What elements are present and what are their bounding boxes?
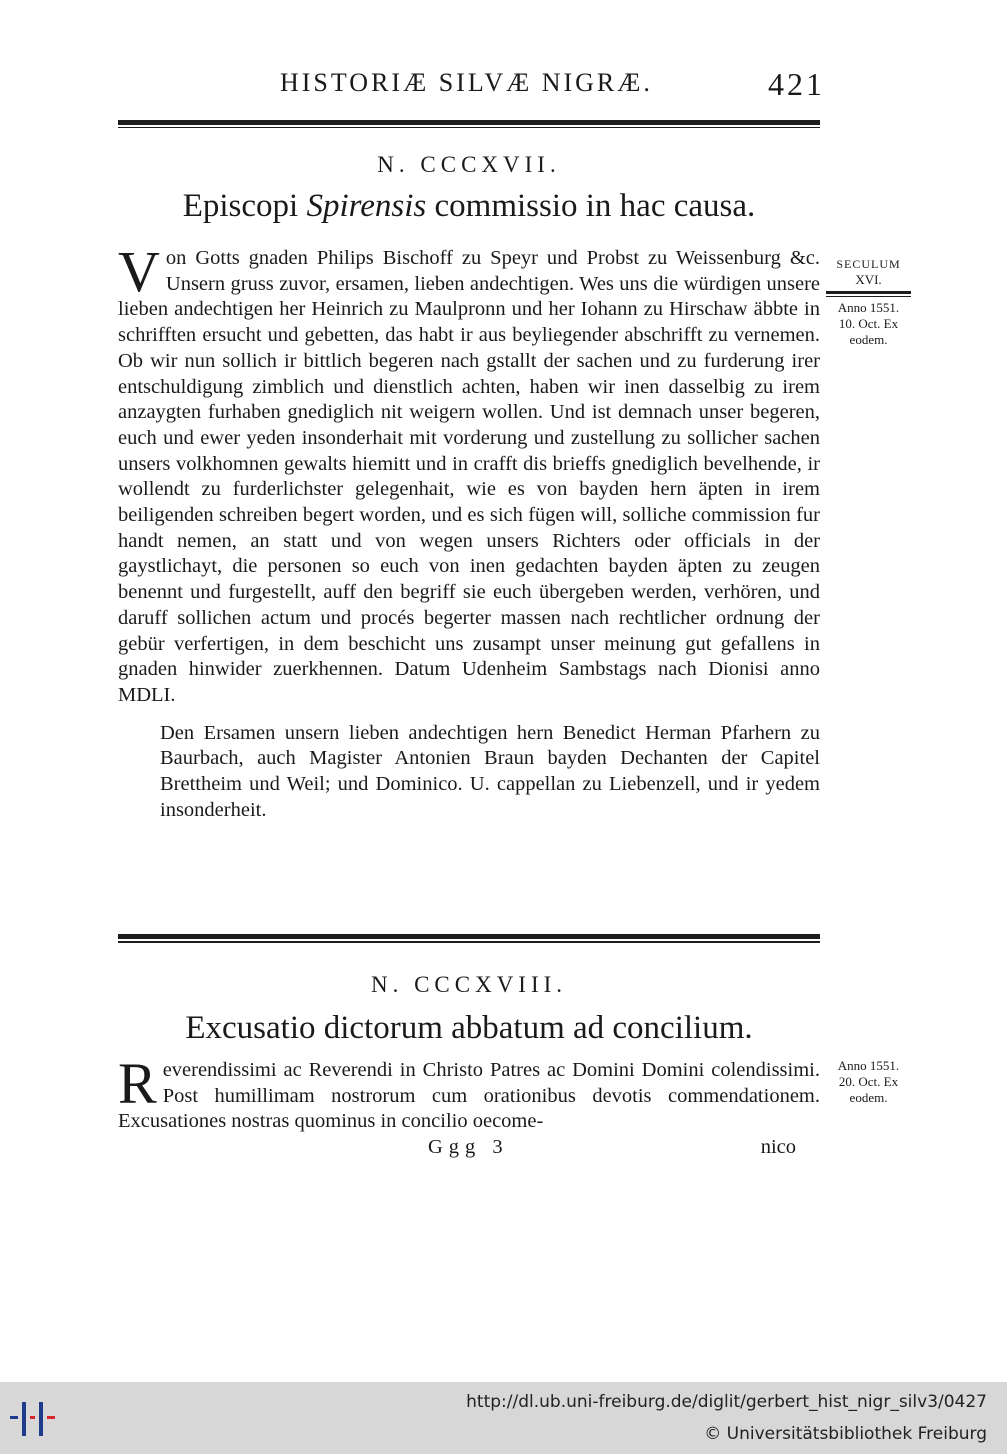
date-line-2: 10. Oct. Ex xyxy=(838,316,899,331)
signature-line xyxy=(118,1136,820,1162)
viewer-footer xyxy=(0,1382,1007,1454)
excusatio-text: everendissimi ac Reverendi in Christo Patres ac Domini Domini colendissimi. Post humillimam nostrorum cum orationibus devotis commendationem. Excusationes nostras quominus in concilio oecome- xyxy=(118,1059,820,1133)
date-line-1: Anno 1551. xyxy=(837,300,900,315)
saeculum-label: SECULUM xyxy=(836,257,901,271)
copyright-notice: © Universitätsbibliothek Freiburg xyxy=(704,1424,987,1444)
section-heading-317 xyxy=(118,188,820,225)
permalink-url[interactable]: http://dl.ub.uni-freiburg.de/diglit/gerbert_hist_nigr_silv3/0427 xyxy=(466,1392,987,1412)
section-divider-rule xyxy=(118,934,820,943)
excusatio-paragraph xyxy=(118,1051,820,1135)
page-number: 421 xyxy=(768,66,825,102)
section-body-317 xyxy=(118,239,820,823)
catchword: nico xyxy=(760,1136,796,1158)
margin-note-century xyxy=(826,256,911,348)
signature-mark: Ggg 3 xyxy=(428,1136,509,1158)
running-head xyxy=(0,68,1007,108)
heading-text-post: commissio in hac causa. xyxy=(426,188,756,224)
century-label: XVI. xyxy=(855,272,882,287)
date2-line-3: eodem. xyxy=(849,1090,888,1105)
date2-line-1: Anno 1551. xyxy=(837,1058,900,1073)
header-rule xyxy=(118,120,820,128)
section-heading-318: Excusatio dictorum abbatum ad concilium. xyxy=(185,1010,753,1046)
section-body-318 xyxy=(118,1051,820,1135)
letter-text: on Gotts gnaden Philips Bischoff zu Speyr und Probst zu Weissenburg &c. Unsern gruss zuvor, ersamen, lieben andechtigen. Wes uns die würdigen unsere lieben andechtigen her Heinrich zu Maulpronn und her Iohann zu Hirschaw äbbte in schrifften ersucht und gebetten, das habt ir aus beyliegender abschrifft zu vernemen. Ob wir nun sollich ir bittlich begeren nach gstallt der sachen und zu furderung irer entschuldigung zimblich und dienstlich achten, haben wir inen dasselbig zu irem anzaygten furhaben gnediglich nit weigern wollen. Und ist demnach unser begeren, euch und ewer yeden insonderhait mit vorderung und zustellung zu sollicher sachen unsers volkhomnen gewalts hiemitt und in crafft dis brieffs gnediglich bevelhende, ir wollendt zu furderlichster gelegenhait, wie es von bayden hern äpten in irem beiligenden schreiben begert worden, und es sich fügen will, solliche commission fur handt nemen, an statt und von wegen unsers Richters oder officials in der gaystlichayt, die personen so euch von inen gedachten bayden äpten zu zeugen benennt und furgestellt, auff den begriff sie euch übergeben werden, verhören, und daruff sollichen actum und procés begerter massen nach rechtlicher ordnung der gebür verfertigen, in dem beschicht uns zusampt unser meinung gut gefallens in gnaden hinwider zuerkhennen. Datum Udenheim Sambstags nach Dionisi anno MDLI. xyxy=(118,247,820,706)
running-title: HISTORIÆ SILVÆ NIGRÆ. xyxy=(280,68,653,97)
section-number-317: N. CCCXVII. xyxy=(377,152,561,177)
dropcap-v: V xyxy=(118,239,160,304)
date2-line-2: 20. Oct. Ex xyxy=(838,1074,899,1089)
section-number-318: N. CCCXVIII. xyxy=(370,972,568,997)
letter-paragraph xyxy=(118,239,820,709)
dropcap-r: R xyxy=(118,1051,157,1116)
heading-text-italic: Spirensis xyxy=(306,188,427,224)
date-line-3: eodem. xyxy=(849,332,888,347)
ub-freiburg-logo-icon xyxy=(10,1398,66,1438)
margin-note-date-2 xyxy=(826,1058,911,1106)
address-paragraph: Den Ersamen unsern lieben andechtigen hern Benedict Herman Pfarhern zu Baurbach, auch Magister Antonien Braun bayden Dechanten der Capitel Brettheim und Weil; und Dominico. U. cappellan zu Liebenzell, und ir yedem insonderheit. xyxy=(160,721,820,821)
heading-text-pre: Episcopi xyxy=(182,188,307,224)
